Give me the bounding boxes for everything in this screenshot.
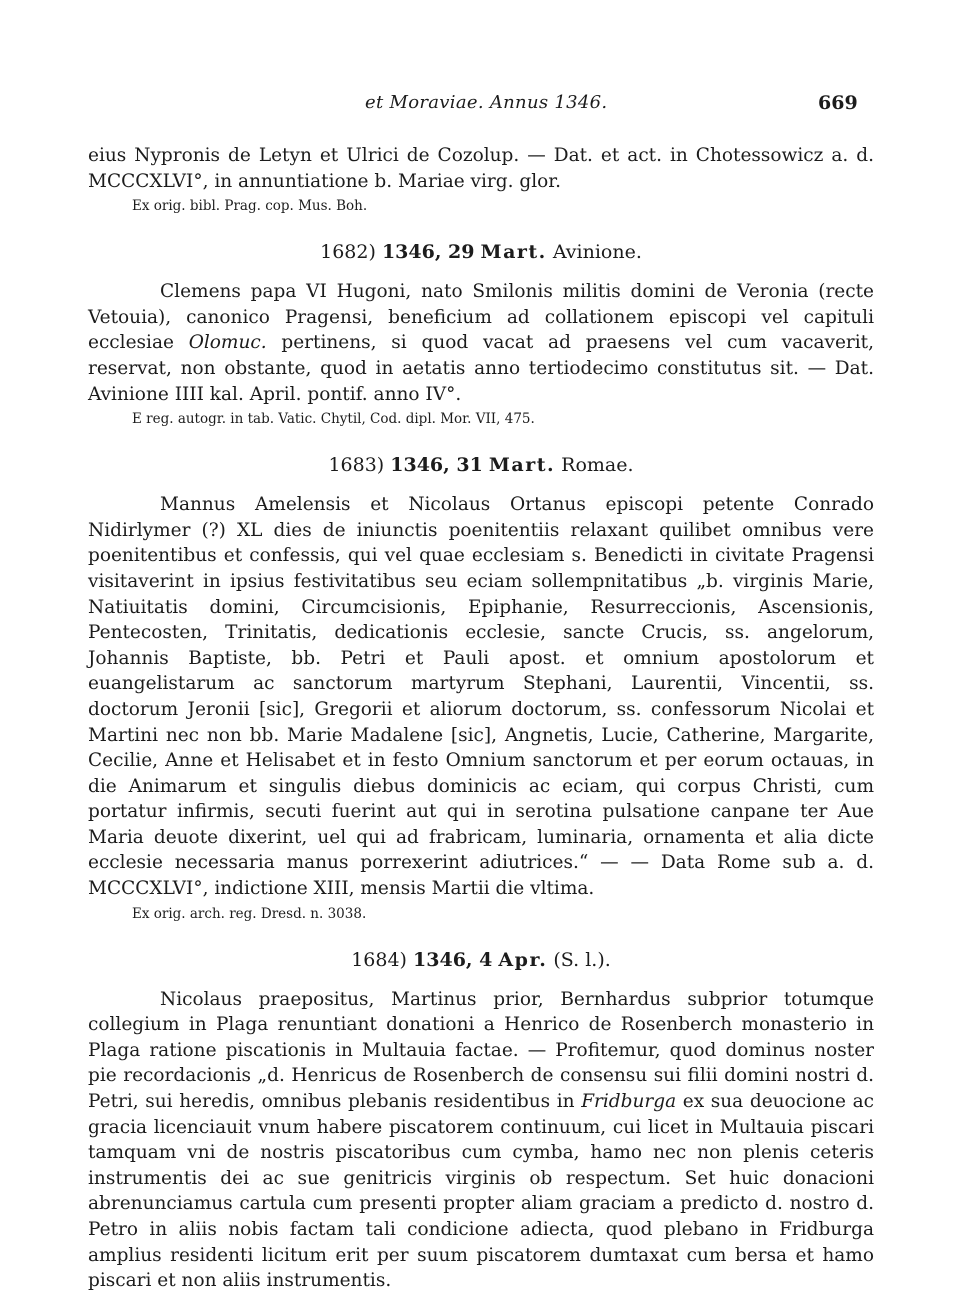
document-month: Apr.: [498, 948, 548, 971]
body-text: ex sua deuocione ac gracia licenciauit vnum habere piscatorem continuum, cui licet in Multauia piscari tamquam vni de nostris piscatoribus cum cymba, hamo nec non plenis ceteris instrumentis dei ac sue genitricis virginis ob respectum. Set huic donacioni abrenunciamus cartula cum presenti propter aliam graciam a predicto d. nostro d. Petro in aliis nobis factam tali condicione adiecta, quod plebano in Fridburga amplius residenti licitum erit per suum piscatorem dumtaxat cum bersa et hamo piscari et non aliis instrumentis.: [88, 1091, 874, 1292]
document-citation: E reg. autogr. in tab. Vatic. Chytil, Cod. dipl. Mor. VII, 475.: [132, 411, 535, 428]
document-heading: [88, 239, 874, 265]
document-heading: [88, 947, 874, 973]
page-content: [88, 143, 874, 1294]
document-month: Mart.: [480, 241, 547, 264]
document-place: (S. l.).: [553, 948, 611, 971]
document-body: [88, 987, 874, 1294]
document-heading: [88, 452, 874, 478]
body-text-italic: Fridburga: [581, 1091, 677, 1113]
document-1684: [88, 947, 874, 1294]
document-place: Romae.: [561, 454, 634, 477]
document-month: Mart.: [488, 454, 556, 477]
document-1682: [88, 239, 874, 430]
body-text: pertinens, si quod vacat ad praesens vel cum vacaverit, reservat, non obstante, quod in aetatis anno tertiodecimo constitutus sit. — Dat. Avinione IIII kal. April. pontif. anno IV°.: [88, 332, 874, 405]
document-1683: [88, 452, 874, 925]
document-place: Avinione.: [552, 241, 642, 264]
body-text: Clemens papa VI Hugoni, nato Smilonis militis domini de Veronia (recte Vetouia), canonico Pragensi, beneficium ad collationem episcopi vel capituli ecclesiae: [88, 281, 874, 354]
document-date: 1346, 31: [390, 454, 483, 477]
document-number: 1684): [351, 948, 407, 971]
document-number: 1683): [328, 454, 385, 477]
document-body: Mannus Amelensis et Nicolaus Ortanus episcopi petente Conrado Nidirlymer (?) XL dies de iniunctis poenitentiis relaxant quilibet omnibus vere poenitentibus et confessis, qui vel quae ecclesiam s. Benedicti in civitate Pragensi visitaverint in ipsius festivitatibus seu eciam sollempnitatibus „b. virginis Marie, Natiuitatis domini, Circumcisionis, Epiphanie, Resurreccionis, Ascensionis, Pentecosten, Trinitatis, dedicationis ecclesie, sancte Crucis, ss. angelorum, Johannis Baptiste, bb. Petri et Pauli apost. et omnium apostolorum et euangelistarum ac sanctorum martyrum Stephani, Laurentii, Vincentii, ss. doctorum Jeronii [sic], Gregorii et aliorum doctorum, ss. confessorum Nicolai et Martini nec non bb. Marie Madalene [sic], Angnetis, Lucie, Catherine, Margarite, Cecilie, Anne et Helisabet et in festo Omnium sanctorum et per eorum octauas, in die Animarum et singulis diebus dominicis ac eciam, qui corpus Christi, cum portatur infirmis, secuti fuerint aut qui in serotina pulsatione canpane ter Aue Maria deuote dixerint, uel qui ad frabricam, luminaria, ornamenta et alia dicte ecclesie necessaria manus porrexerint adiutrices.“ — — Data Rome sub a. d. MCCCXLVI°, indictione XIII, mensis Martii die vltima.: [88, 494, 874, 900]
document-date: 1346, 29: [381, 241, 475, 264]
body-text: Nicolaus praepositus, Martinus prior, Bernhardus subprior totumque collegium in Plaga renuntiant donationi a Henrico de Rosenberch monasterio in Plaga ratione piscationis in Multauia factae. — Profitemur, quod dominus noster pie recordacionis „d. Henricus de Rosenberch de consensu sui filii domini nostri d. Petri, sui heredis, omnibus plebanis residentibus in: [88, 988, 874, 1113]
document-citation: Ex orig. arch. reg. Dresd. n. 3038.: [132, 905, 367, 922]
document-number: 1682): [320, 241, 376, 264]
body-text-italic: Olomuc.: [188, 332, 267, 354]
running-head: et Moraviae. Annus 1346.: [365, 92, 608, 113]
page-header: [0, 92, 960, 122]
continuation-citation: Ex orig. bibl. Prag. cop. Mus. Boh.: [132, 198, 368, 215]
page-number: 669: [818, 92, 858, 114]
document-date: 1346, 4: [413, 948, 493, 971]
continuation-paragraph: eius Nypronis de Letyn et Ulrici de Cozolup. — Dat. et act. in Chotessowicz a. d. MCCCXLVI°, in annuntiatione b. Mariae virg. glor.: [88, 145, 874, 192]
document-body: [88, 279, 874, 407]
